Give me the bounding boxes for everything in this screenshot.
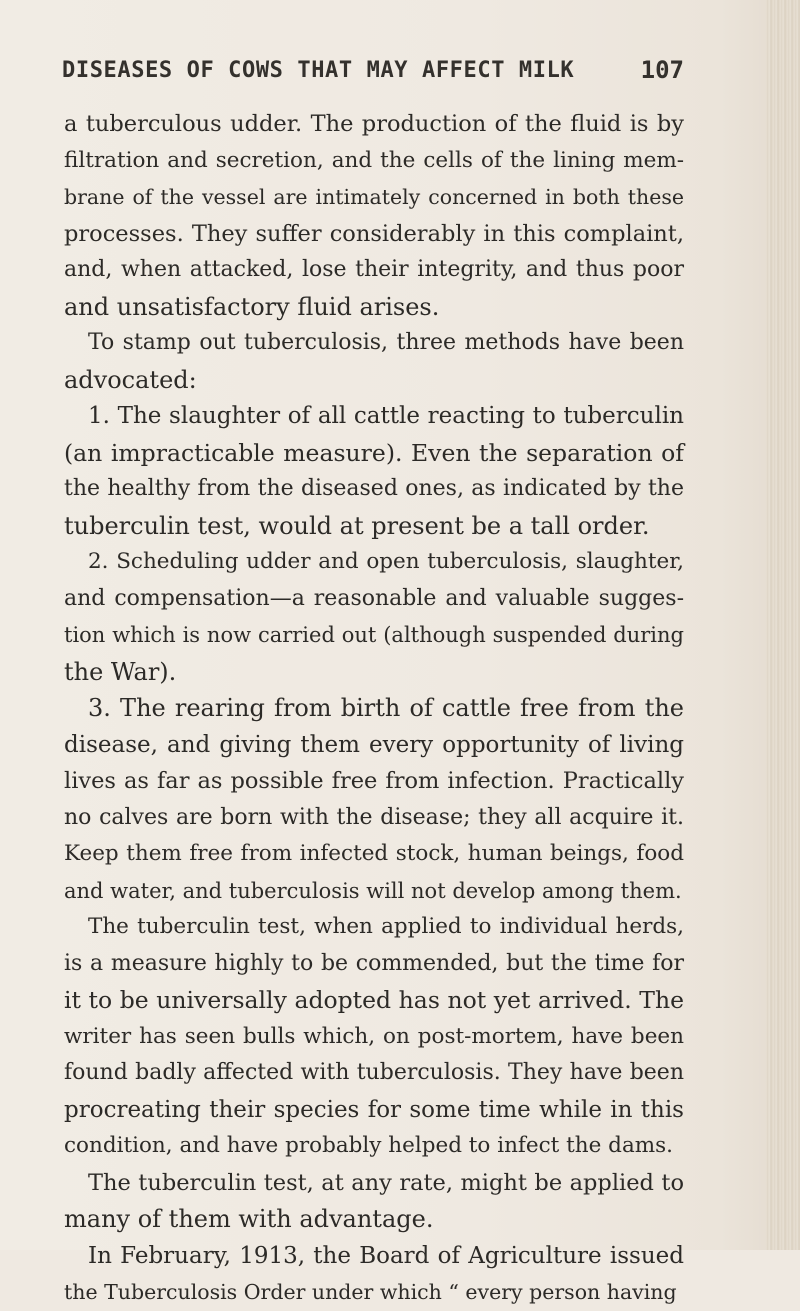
- text-line: it to be universally adopted has not yet arrived. The: [64, 986, 684, 1014]
- text-line: the War).: [64, 657, 177, 686]
- text-line: 3. The rearing from birth of cattle free from the: [88, 694, 684, 722]
- page-header: [62, 58, 684, 92]
- text-line: found badly affected with tuberculosis. They have been: [64, 1060, 684, 1085]
- text-line: To stamp out tuberculosis, three methods have been: [88, 330, 684, 355]
- text-line: tion which is now carried out (although suspended during: [64, 623, 684, 647]
- text-line: and compensation—a reasonable and valuable sugges-: [64, 585, 684, 611]
- text-line: The tuberculin test, at any rate, might be applied to: [88, 1169, 684, 1196]
- text-line: filtration and secretion, and the cells of the lining mem-: [64, 147, 684, 173]
- text-line: the healthy from the diseased ones, as indicated by the: [64, 476, 684, 501]
- text-line: and, when attacked, lose their integrity, and thus poor: [64, 257, 684, 282]
- text-line: tuberculin test, would at present be a tall order.: [64, 511, 650, 540]
- text-line: processes. They suffer considerably in this complaint,: [64, 220, 684, 247]
- text-line: and unsatisfactory fluid arises.: [64, 292, 440, 321]
- text-line: no calves are born with the disease; they all acquire it.: [64, 804, 684, 830]
- text-line: lives as far as possible free from infection. Practically: [64, 768, 684, 794]
- page-number: 107: [640, 56, 684, 84]
- text-line: is a measure highly to be commended, but the time for: [64, 950, 684, 976]
- text-line: Keep them free from infected stock, human beings, food: [64, 841, 684, 866]
- text-line: brane of the vessel are intimately concerned in both these: [64, 185, 684, 209]
- text-line: a tuberculous udder. The production of the fluid is by: [64, 111, 684, 137]
- text-line: 2. Scheduling udder and open tuberculosis, slaughter,: [88, 549, 684, 574]
- text-line: writer has seen bulls which, on post-mortem, have been: [64, 1023, 684, 1049]
- text-line: advocated:: [64, 365, 197, 394]
- text-line: The tuberculin test, when applied to individual herds,: [88, 914, 684, 939]
- text-line: (an impracticable measure). Even the separation of: [64, 438, 684, 467]
- text-line: condition, and have probably helped to infect the dams.: [64, 1133, 674, 1158]
- text-line: procreating their species for some time while in this: [64, 1096, 684, 1123]
- running-head: DISEASES OF COWS THAT MAY AFFECT MILK: [62, 58, 575, 83]
- text-line: and water, and tuberculosis will not develop among them.: [64, 878, 682, 903]
- body-text: [64, 106, 684, 1311]
- text-line: the Tuberculosis Order under which “ every person having: [64, 1280, 677, 1304]
- text-line: In February, 1913, the Board of Agriculture issued: [88, 1242, 684, 1269]
- text-line: 1. The slaughter of all cattle reacting to tuberculin: [88, 403, 684, 429]
- page-edge-shadow: [766, 0, 800, 1250]
- text-line: disease, and giving them every opportunity of living: [64, 731, 684, 758]
- text-line: many of them with advantage.: [64, 1205, 434, 1233]
